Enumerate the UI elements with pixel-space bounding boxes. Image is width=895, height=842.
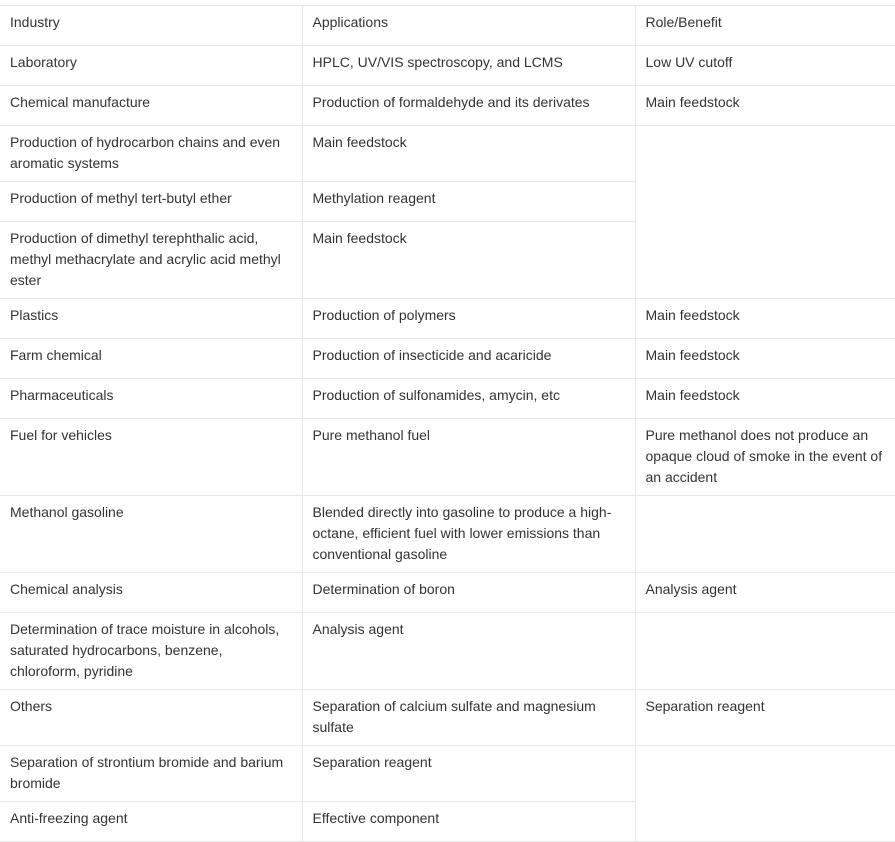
header-industry: Industry	[0, 6, 302, 46]
table-header-row	[0, 6, 895, 46]
table-row	[0, 746, 895, 802]
header-applications: Applications	[302, 6, 635, 46]
application-cell: HPLC, UV/VIS spectroscopy, and LCMS	[302, 46, 635, 86]
role-cell: Low UV cutoff	[635, 46, 895, 86]
industry-cell: Pharmaceuticals	[0, 379, 302, 419]
industry-cell: Chemical analysis	[0, 573, 302, 613]
industry-cell: Chemical manufacture	[0, 86, 302, 126]
application-cell: Production of polymers	[302, 299, 635, 339]
application-cell: Production of insecticide and acaricide	[302, 339, 635, 379]
application-cell: Effective component	[302, 802, 635, 842]
table-row	[0, 339, 895, 379]
table-row	[0, 613, 895, 690]
role-cell-empty	[635, 746, 895, 842]
industry-cell: Plastics	[0, 299, 302, 339]
application-cell: Methylation reagent	[302, 182, 635, 222]
application-cell: Pure methanol fuel	[302, 419, 635, 496]
application-cell: Blended directly into gasoline to produce a high-octane, efficient fuel with lower emissions than conventional gasoline	[302, 496, 635, 573]
table-row	[0, 126, 895, 182]
role-cell: Pure methanol does not produce an opaque cloud of smoke in the event of an accident	[635, 419, 895, 496]
industry-cell: Production of dimethyl terephthalic acid, methyl methacrylate and acrylic acid methyl ester	[0, 222, 302, 299]
table-row	[0, 690, 895, 746]
role-cell-empty	[635, 126, 895, 299]
application-cell: Separation reagent	[302, 746, 635, 802]
application-cell: Production of formaldehyde and its derivates	[302, 86, 635, 126]
industry-cell: Anti-freezing agent	[0, 802, 302, 842]
application-cell: Main feedstock	[302, 222, 635, 299]
industry-cell: Fuel for vehicles	[0, 419, 302, 496]
industry-cell: Methanol gasoline	[0, 496, 302, 573]
application-cell: Separation of calcium sulfate and magnesium sulfate	[302, 690, 635, 746]
role-cell: Separation reagent	[635, 690, 895, 746]
applications-table	[0, 5, 895, 842]
table-row	[0, 573, 895, 613]
role-cell: Analysis agent	[635, 573, 895, 613]
industry-cell: Determination of trace moisture in alcohols, saturated hydrocarbons, benzene, chloroform, pyridine	[0, 613, 302, 690]
industry-cell: Separation of strontium bromide and barium bromide	[0, 746, 302, 802]
table-row	[0, 419, 895, 496]
role-cell: Main feedstock	[635, 299, 895, 339]
application-cell: Analysis agent	[302, 613, 635, 690]
table-row	[0, 496, 895, 573]
application-cell: Production of sulfonamides, amycin, etc	[302, 379, 635, 419]
role-cell	[635, 613, 895, 690]
industry-cell: Laboratory	[0, 46, 302, 86]
role-cell: Main feedstock	[635, 86, 895, 126]
role-cell: Main feedstock	[635, 379, 895, 419]
table-row	[0, 86, 895, 126]
application-cell: Main feedstock	[302, 126, 635, 182]
industry-cell: Production of methyl tert-butyl ether	[0, 182, 302, 222]
application-cell: Determination of boron	[302, 573, 635, 613]
industry-cell: Production of hydrocarbon chains and even aromatic systems	[0, 126, 302, 182]
table-row	[0, 46, 895, 86]
header-role-benefit: Role/Benefit	[635, 6, 895, 46]
table-row	[0, 299, 895, 339]
industry-cell: Others	[0, 690, 302, 746]
industry-cell: Farm chemical	[0, 339, 302, 379]
table-row	[0, 379, 895, 419]
role-cell: Main feedstock	[635, 339, 895, 379]
role-cell	[635, 496, 895, 573]
